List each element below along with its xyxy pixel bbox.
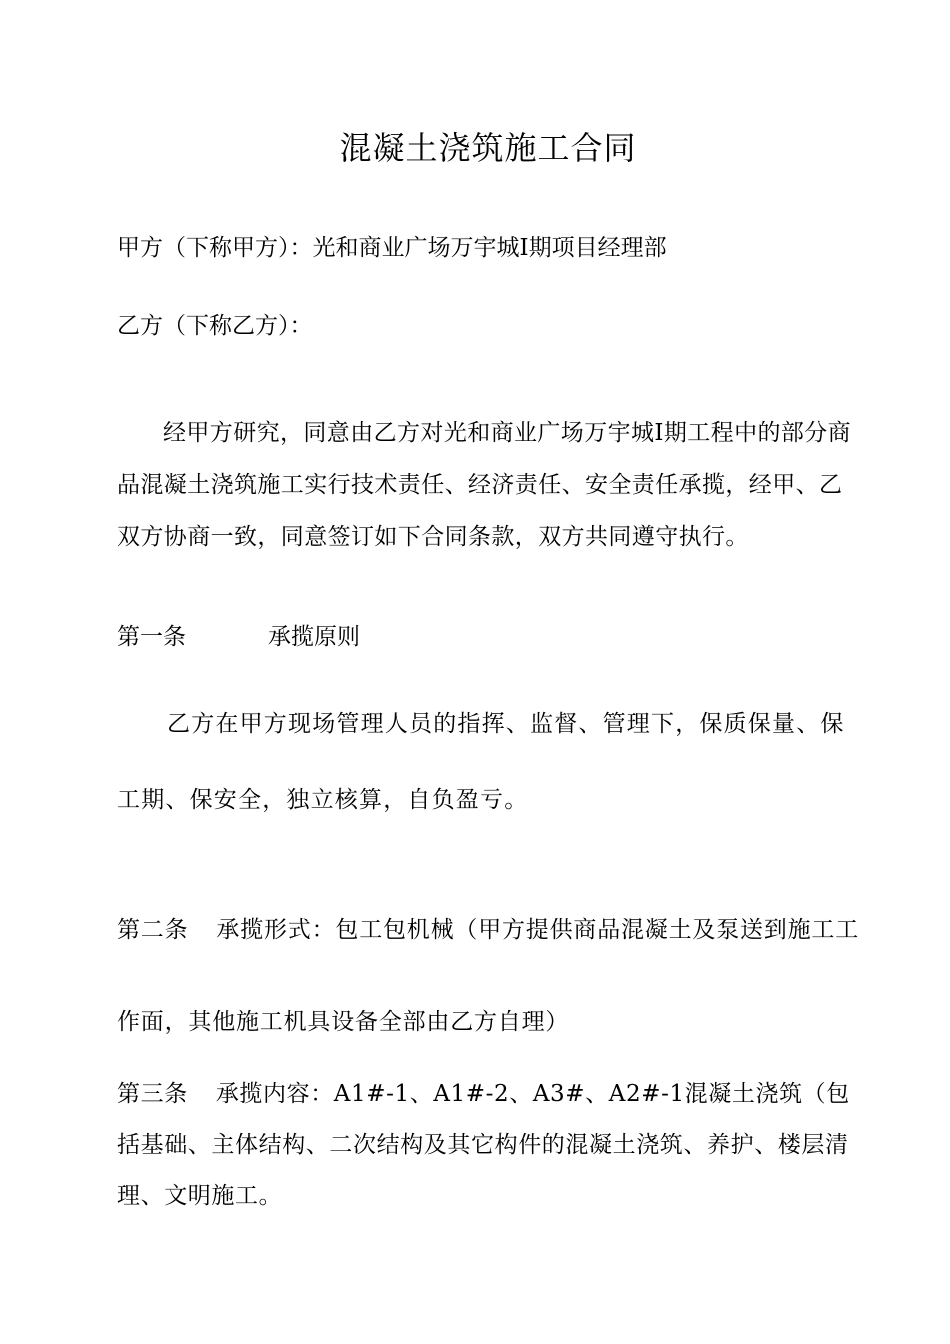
article-3-body: 承揽内容：A1#-1、A1#-2、A3#、A2#-1混凝土浇筑（包括基础、主体结构、二次结构及其它构件的混凝土浇筑、养护、楼层清理、文明施工。 xyxy=(117,1081,850,1209)
article-2-paragraph xyxy=(117,884,862,1068)
article-3-paragraph xyxy=(117,1069,862,1222)
article-3-number: 第三条 xyxy=(117,1081,188,1107)
article-2-number: 第二条 xyxy=(117,917,189,943)
article-1-number: 第一条 xyxy=(117,624,186,650)
document-title: 混凝土浇筑施工合同 xyxy=(339,129,637,167)
intro-paragraph: 经甲方研究，同意由乙方对光和商业广场万宇城Ⅰ期工程中的部分商品混凝土浇筑施工实行技术责任、经济责任、安全责任承揽，经甲、乙双方协商一致，同意签订如下合同条款，双方共同遵守执行。 xyxy=(117,420,852,550)
article-2-body: 承揽形式：包工包机械（甲方提供商品混凝土及泵送到施工工作面，其他施工机具设备全部由乙方自理） xyxy=(117,917,860,1035)
party-a-line: 甲方（下称甲方）：光和商业广场万宇城Ⅰ期项目经理部 xyxy=(117,235,667,261)
article-1-heading: 承揽原则 xyxy=(268,624,360,650)
article-1-body: 乙方在甲方现场管理人员的指挥、监督、管理下，保质保量、保工期、保安全，独立核算，自负盈亏。 xyxy=(117,711,845,813)
party-b-line: 乙方（下称乙方）： xyxy=(117,313,313,339)
